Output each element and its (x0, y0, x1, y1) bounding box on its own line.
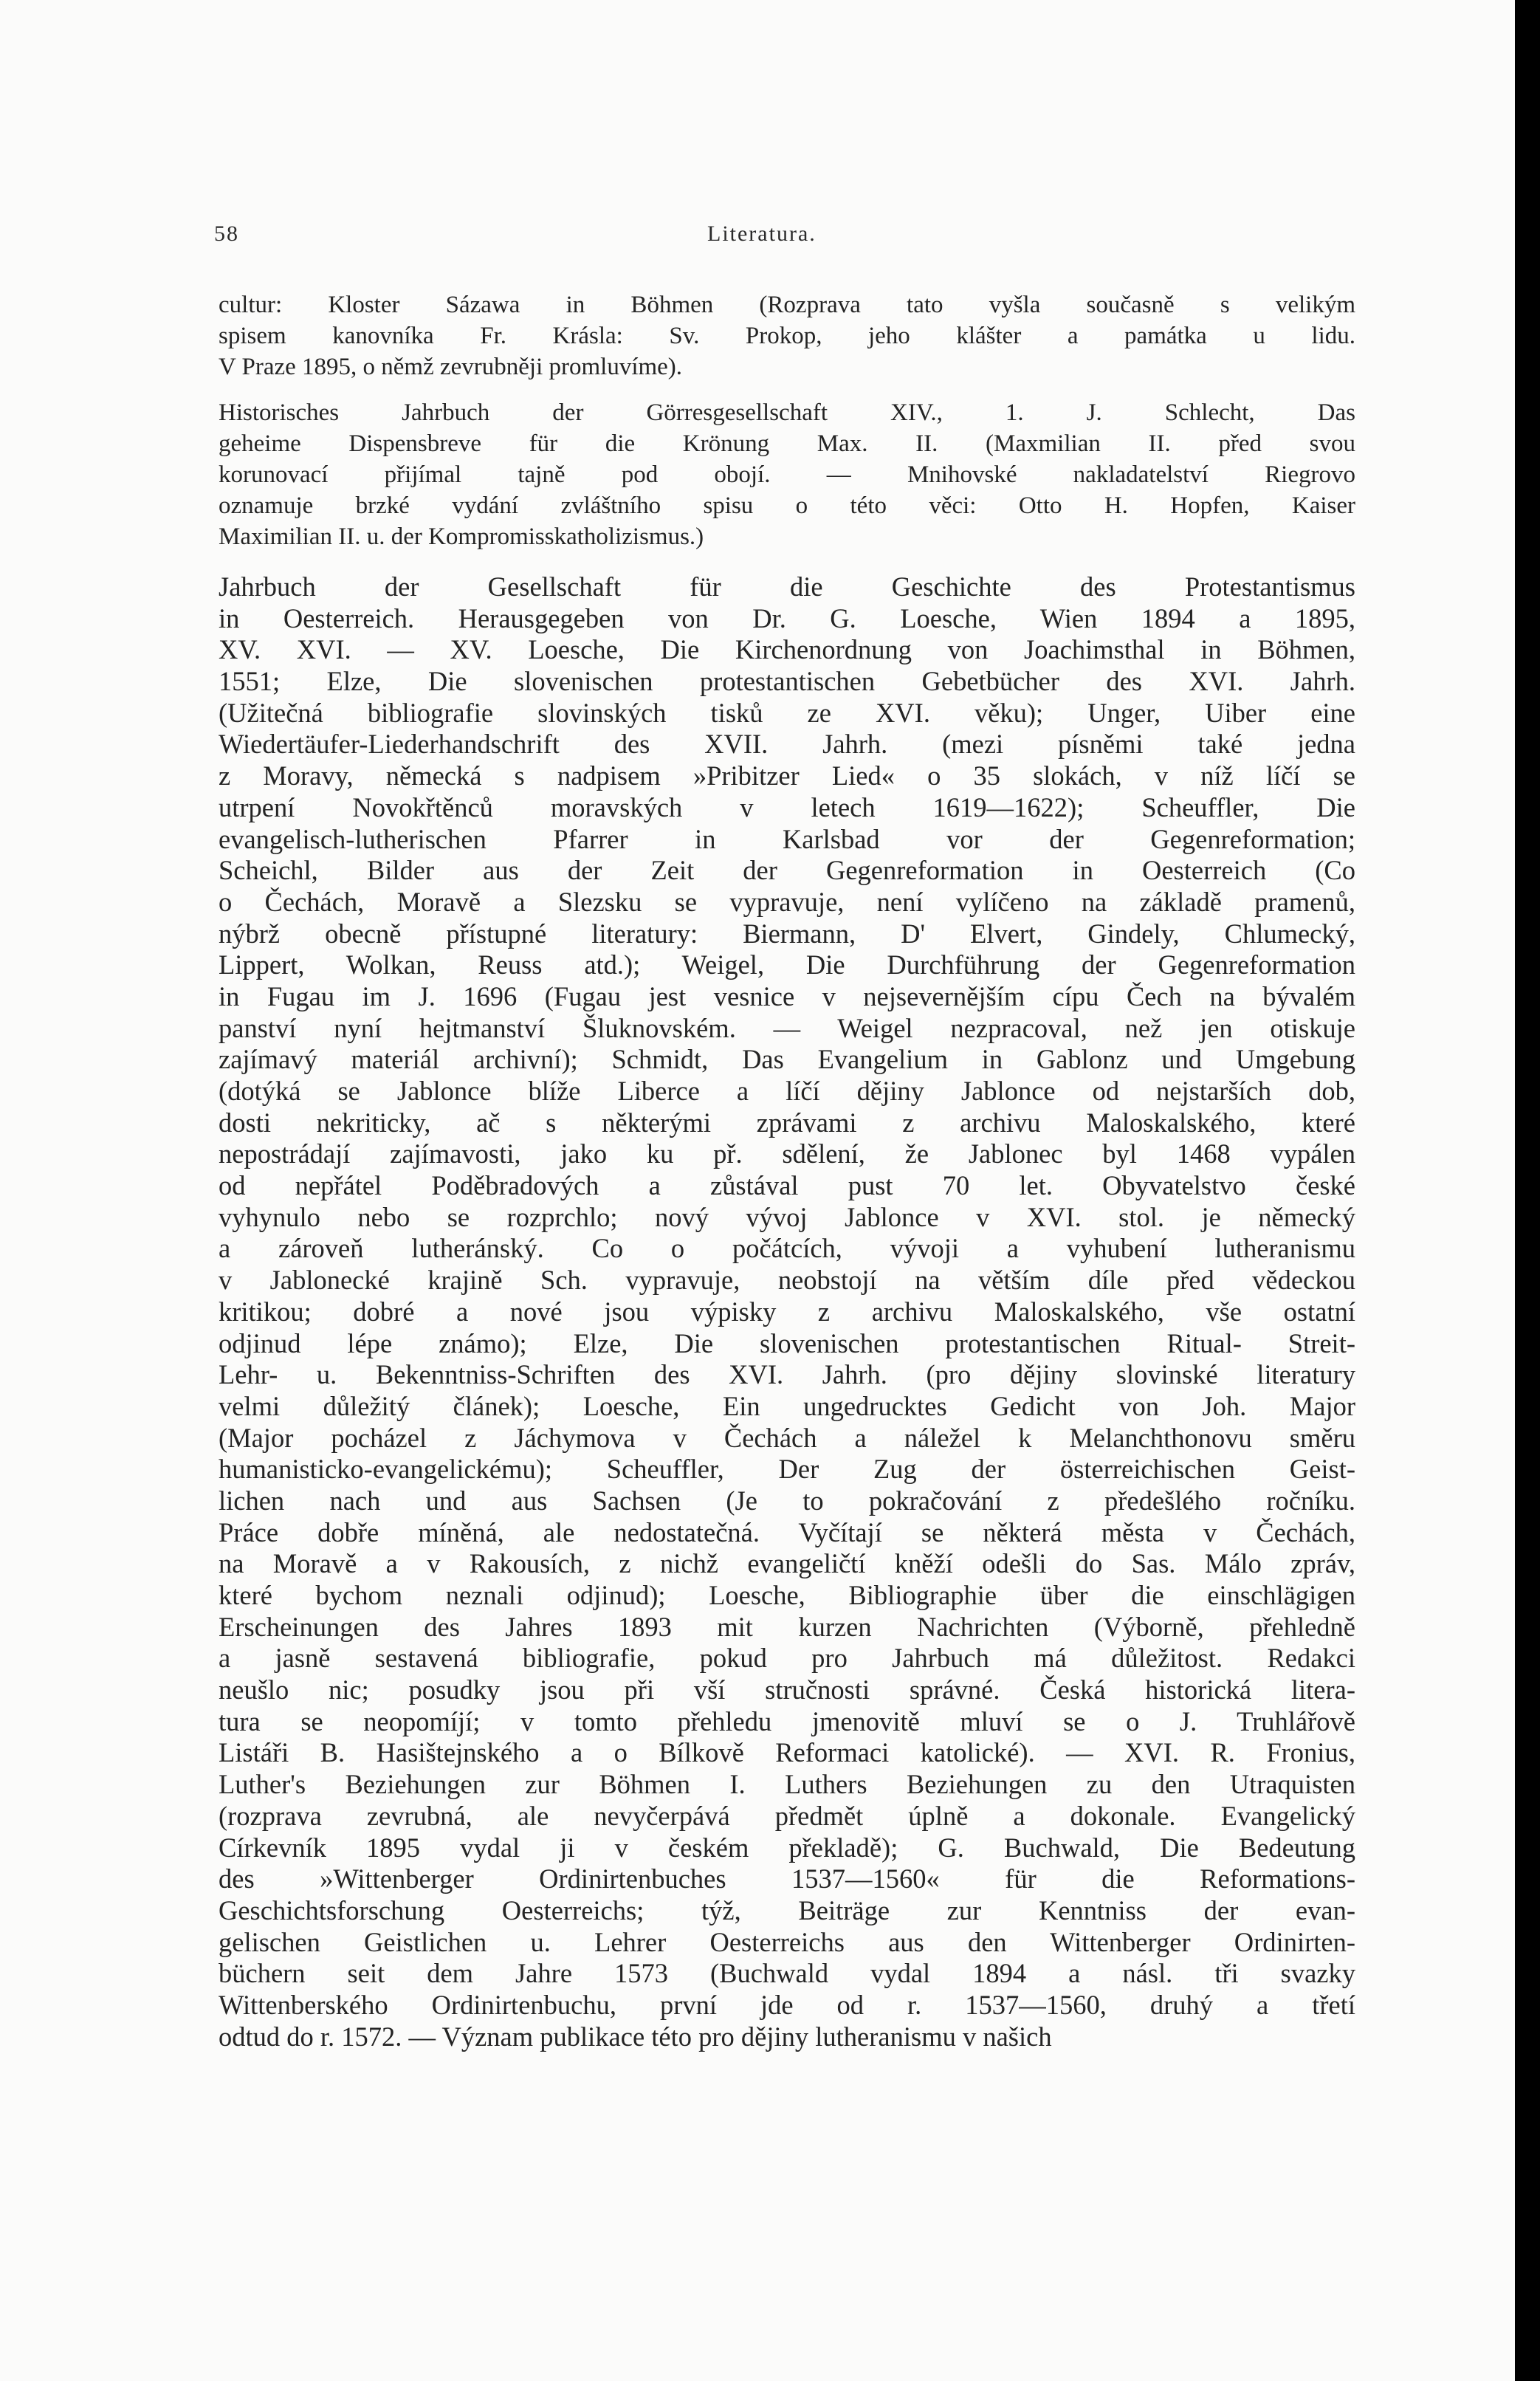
text-line: in Oesterreich. Herausgegeben von Dr. G. Loesche, Wien 1894 a 1895, (219, 602, 1355, 633)
text-line: humanisticko-evangelickému); Scheuffler, Der Zug der österreichischen Geist- (219, 1454, 1355, 1485)
text-line: a zároveň lutheránský. Co o počátcích, vývoji a vyhubení lutheranismu (219, 1233, 1355, 1264)
text-line: Listáři B. Hasištejnského a o Bílkově Reformaci katolické). — XVI. R. Fronius, (219, 1737, 1355, 1768)
text-line: spisem kanovníka Fr. Krásla: Sv. Prokop, jeho klášter a památka u lidu. (219, 323, 1355, 349)
running-title: Literatura. (707, 221, 817, 246)
text-line: o Čechách, Moravě a Slezsku se vypravuje, není vylíčeno na základě pramenů, (219, 886, 1355, 917)
text-line: geheime Dispensbreve für die Krönung Max. II. (Maxmilian II. před svou (219, 430, 1355, 457)
text-line: des »Wittenberger Ordinirtenbuches 1537—1560« für die Reformations- (219, 1863, 1355, 1894)
text-line: lichen nach und aus Sachsen (Je to pokračování z předešlého ročníku. (219, 1485, 1355, 1516)
text-line: nýbrž obecně přístupné literatury: Biermann, D' Elvert, Gindely, Chlumecký, (219, 918, 1355, 949)
text-line: neušlo nic; posudky jsou při vší stručnosti správné. Česká historická litera- (219, 1674, 1355, 1705)
text-line: a jasně sestavená bibliografie, pokud pro Jahrbuch má důležitost. Redakci (219, 1643, 1355, 1674)
text-line: XV. XVI. — XV. Loesche, Die Kirchenordnung von Joachimsthal in Böhmen, (219, 634, 1355, 665)
page-number: 58 (214, 221, 239, 246)
text-line: oznamuje brzké vydání zvláštního spisu o této věci: Otto H. Hopfen, Kaiser (219, 492, 1355, 519)
text-line: zajímavý materiál archivní); Schmidt, Das Evangelium in Gablonz und Umgebung (219, 1044, 1355, 1075)
text-line: od nepřátel Poděbradových a zůstával pust 70 let. Obyvatelstvo české (219, 1170, 1355, 1201)
page-header (214, 221, 1336, 254)
text-line: Wittenberského Ordinirtenbuchu, první jde od r. 1537—1560, druhý a třetí (219, 1989, 1355, 2020)
text-line: tura se neopomíjí; v tomto přehledu jmenovitě mluví se o J. Truhlářově (219, 1705, 1355, 1736)
text-line: Jahrbuch der Gesellschaft für die Geschichte des Protestantismus (219, 571, 1355, 602)
text-line: z Moravy, německá s nadpisem »Pribitzer Lied« o 35 slokách, v níž líčí se (219, 760, 1355, 791)
text-line: které bychom neznali odjinud); Loesche, Bibliographie über die einschlägigen (219, 1580, 1355, 1610)
text-line: büchern seit dem Jahre 1573 (Buchwald vydal 1894 a násl. tři svazky (219, 1958, 1355, 1989)
text-line: v Jablonecké krajině Sch. vypravuje, neobstojí na větším díle před vědeckou (219, 1265, 1355, 1296)
text-line: velmi důležitý článek); Loesche, Ein ungedrucktes Gedicht von Joh. Major (219, 1390, 1355, 1421)
text-line: Lippert, Wolkan, Reuss atd.); Weigel, Die Durchführung der Gegenreformation (219, 949, 1355, 980)
text-line: odjinud lépe známo); Elze, Die slovenischen protestantischen Ritual- Streit- (219, 1327, 1355, 1358)
text-line: utrpení Novokřtěnců moravských v letech 1619—1622); Scheuffler, Die (219, 791, 1355, 822)
text-line: (Major pocházel z Jáchymova v Čechách a náležel k Melanchthonovu směru (219, 1422, 1355, 1453)
text-line: na Moravě a v Rakousích, z nichž evangeličtí kněží odešli do Sas. Málo zpráv, (219, 1548, 1355, 1579)
text-line: 1551; Elze, Die slovenischen protestantischen Gebetbücher des XVI. Jahrh. (219, 666, 1355, 697)
text-line: kritikou; dobré a nové jsou výpisky z archivu Maloskalského, vše ostatní (219, 1296, 1355, 1327)
text-line: Lehr- u. Bekenntniss-Schriften des XVI. Jahrh. (pro dějiny slovinské literatury (219, 1359, 1355, 1390)
text-line: Církevník 1895 vydal ji v českém překladě); G. Buchwald, Die Bedeutung (219, 1832, 1355, 1863)
text-line: Luther's Beziehungen zur Böhmen I. Luthers Beziehungen zu den Utraquisten (219, 1769, 1355, 1800)
text-line: Geschichtsforschung Oesterreichs; týž, Beiträge zur Kenntniss der evan- (219, 1894, 1355, 1925)
text-line: in Fugau im J. 1696 (Fugau jest vesnice v nejsevernějším cípu Čech na bývalém (219, 980, 1355, 1011)
text-line: odtud do r. 1572. — Význam publikace této pro dějiny lutheranismu v našich (219, 2021, 1052, 2052)
text-line: (dotýká se Jablonce blíže Liberce a líčí dějiny Jablonce od nejstarších dob, (219, 1076, 1355, 1106)
paragraph-jahrbuch-protestantismus (219, 571, 1355, 2052)
text-line: Práce dobře míněná, ale nedostatečná. Vyčítají se některá města v Čechách, (219, 1516, 1355, 1547)
text-line: panství nyní hejtmanství Šluknovském. — Weigel nezpracoval, než jen otiskuje (219, 1012, 1355, 1043)
text-line: cultur: Kloster Sázawa in Böhmen (Rozprava tato vyšla současně s velikým (219, 292, 1355, 318)
text-line: Wiedertäufer-Liederhandschrift des XVII. Jahrh. (mezi písněmi také jedna (219, 729, 1355, 760)
text-line: V Praze 1895, o němž zevrubněji promluvíme). (219, 354, 683, 380)
text-line: Scheichl, Bilder aus der Zeit der Gegenreformation in Oesterreich (Co (219, 855, 1355, 886)
text-line: Erscheinungen des Jahres 1893 mit kurzen Nachrichten (Výborně, přehledně (219, 1611, 1355, 1642)
text-line: korunovací přijímal tajně pod obojí. — Mnihovské nakladatelství Riegrovo (219, 461, 1355, 488)
text-line: (rozprava zevrubná, ale nevyčerpává předmět úplně a dokonale. Evangelický (219, 1800, 1355, 1831)
body-text (219, 289, 1355, 2052)
text-line: Maximilian II. u. der Kompromisskatholizismus.) (219, 523, 704, 550)
paragraph-kloster-sazawa (219, 289, 1355, 382)
text-line: (Užitečná bibliografie slovinských tisků ze XVI. věku); Unger, Uiber eine (219, 697, 1355, 728)
paragraph-historisches-jahrbuch (219, 397, 1355, 552)
text-line: dosti nekriticky, ač s některými zprávami z archivu Maloskalského, které (219, 1107, 1355, 1138)
text-line: gelischen Geistlichen u. Lehrer Oesterreichs aus den Wittenberger Ordinirten- (219, 1926, 1355, 1957)
text-line: vyhynulo nebo se rozprchlo; nový vývoj Jablonce v XVI. stol. je německý (219, 1201, 1355, 1232)
text-line: nepostrádají zajímavosti, jako ku př. sdělení, že Jablonec byl 1468 vypálen (219, 1138, 1355, 1169)
text-line: evangelisch-lutherischen Pfarrer in Karlsbad vor der Gegenreformation; (219, 823, 1355, 854)
text-line: Historisches Jahrbuch der Görresgesellschaft XIV., 1. J. Schlecht, Das (219, 399, 1355, 426)
